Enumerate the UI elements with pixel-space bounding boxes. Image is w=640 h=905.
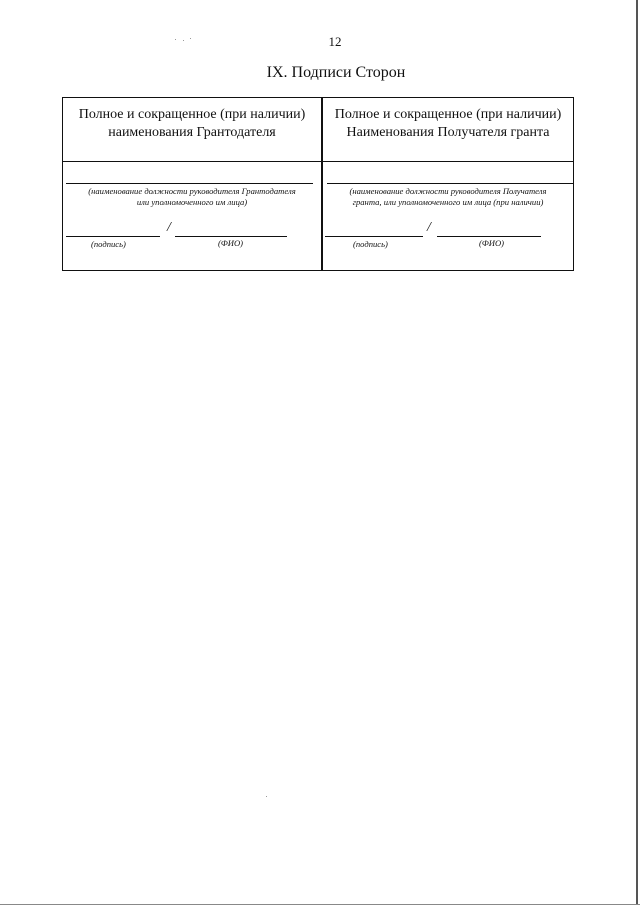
recipient-position-line [327,183,573,184]
grantor-separator: / [167,220,171,235]
recipient-header [323,106,573,142]
section-title: IX. Подписи Сторон [266,64,406,81]
recipient-header-line2: Наименования Получателя гранта [346,125,550,140]
recipient-position-caption-line2: гранта, или уполномоченного им лица (при наличии) [352,197,544,207]
page-number: 12 [328,34,342,49]
grantor-signature-line [66,236,160,237]
recipient-name-line [437,236,541,237]
grantor-position-caption [63,186,321,208]
recipient-position-caption [323,186,573,208]
page-edge-right [636,0,638,905]
recipient-separator: / [427,220,431,235]
recipient-header-line1: Полное и сокращенное (при наличии) [334,107,562,122]
grantor-signature-label: (подпись) [91,239,126,249]
recipient-signature-line [325,236,423,237]
scan-speck [266,796,267,797]
grantor-header-line1: Полное и сокращенное (при наличии) [78,107,306,122]
table-row-divider [63,161,573,162]
grantor-name-label: (ФИО) [218,238,244,248]
recipient-position-caption-line1: (наименование должности руководителя Получателя [349,186,547,196]
grantor-header [63,106,321,142]
recipient-signature-label: (подпись) [353,239,388,249]
grantor-header-line2: наименования Грантодателя [108,125,276,140]
grantor-name-line [175,236,287,237]
grantor-position-caption-line2: или уполномоченного им лица) [136,197,248,207]
signatures-table [62,97,574,271]
grantor-position-caption-line1: (наименование должности руководителя Грантодателя [88,186,296,196]
grantor-position-line [66,183,313,184]
recipient-name-label: (ФИО) [479,238,505,248]
